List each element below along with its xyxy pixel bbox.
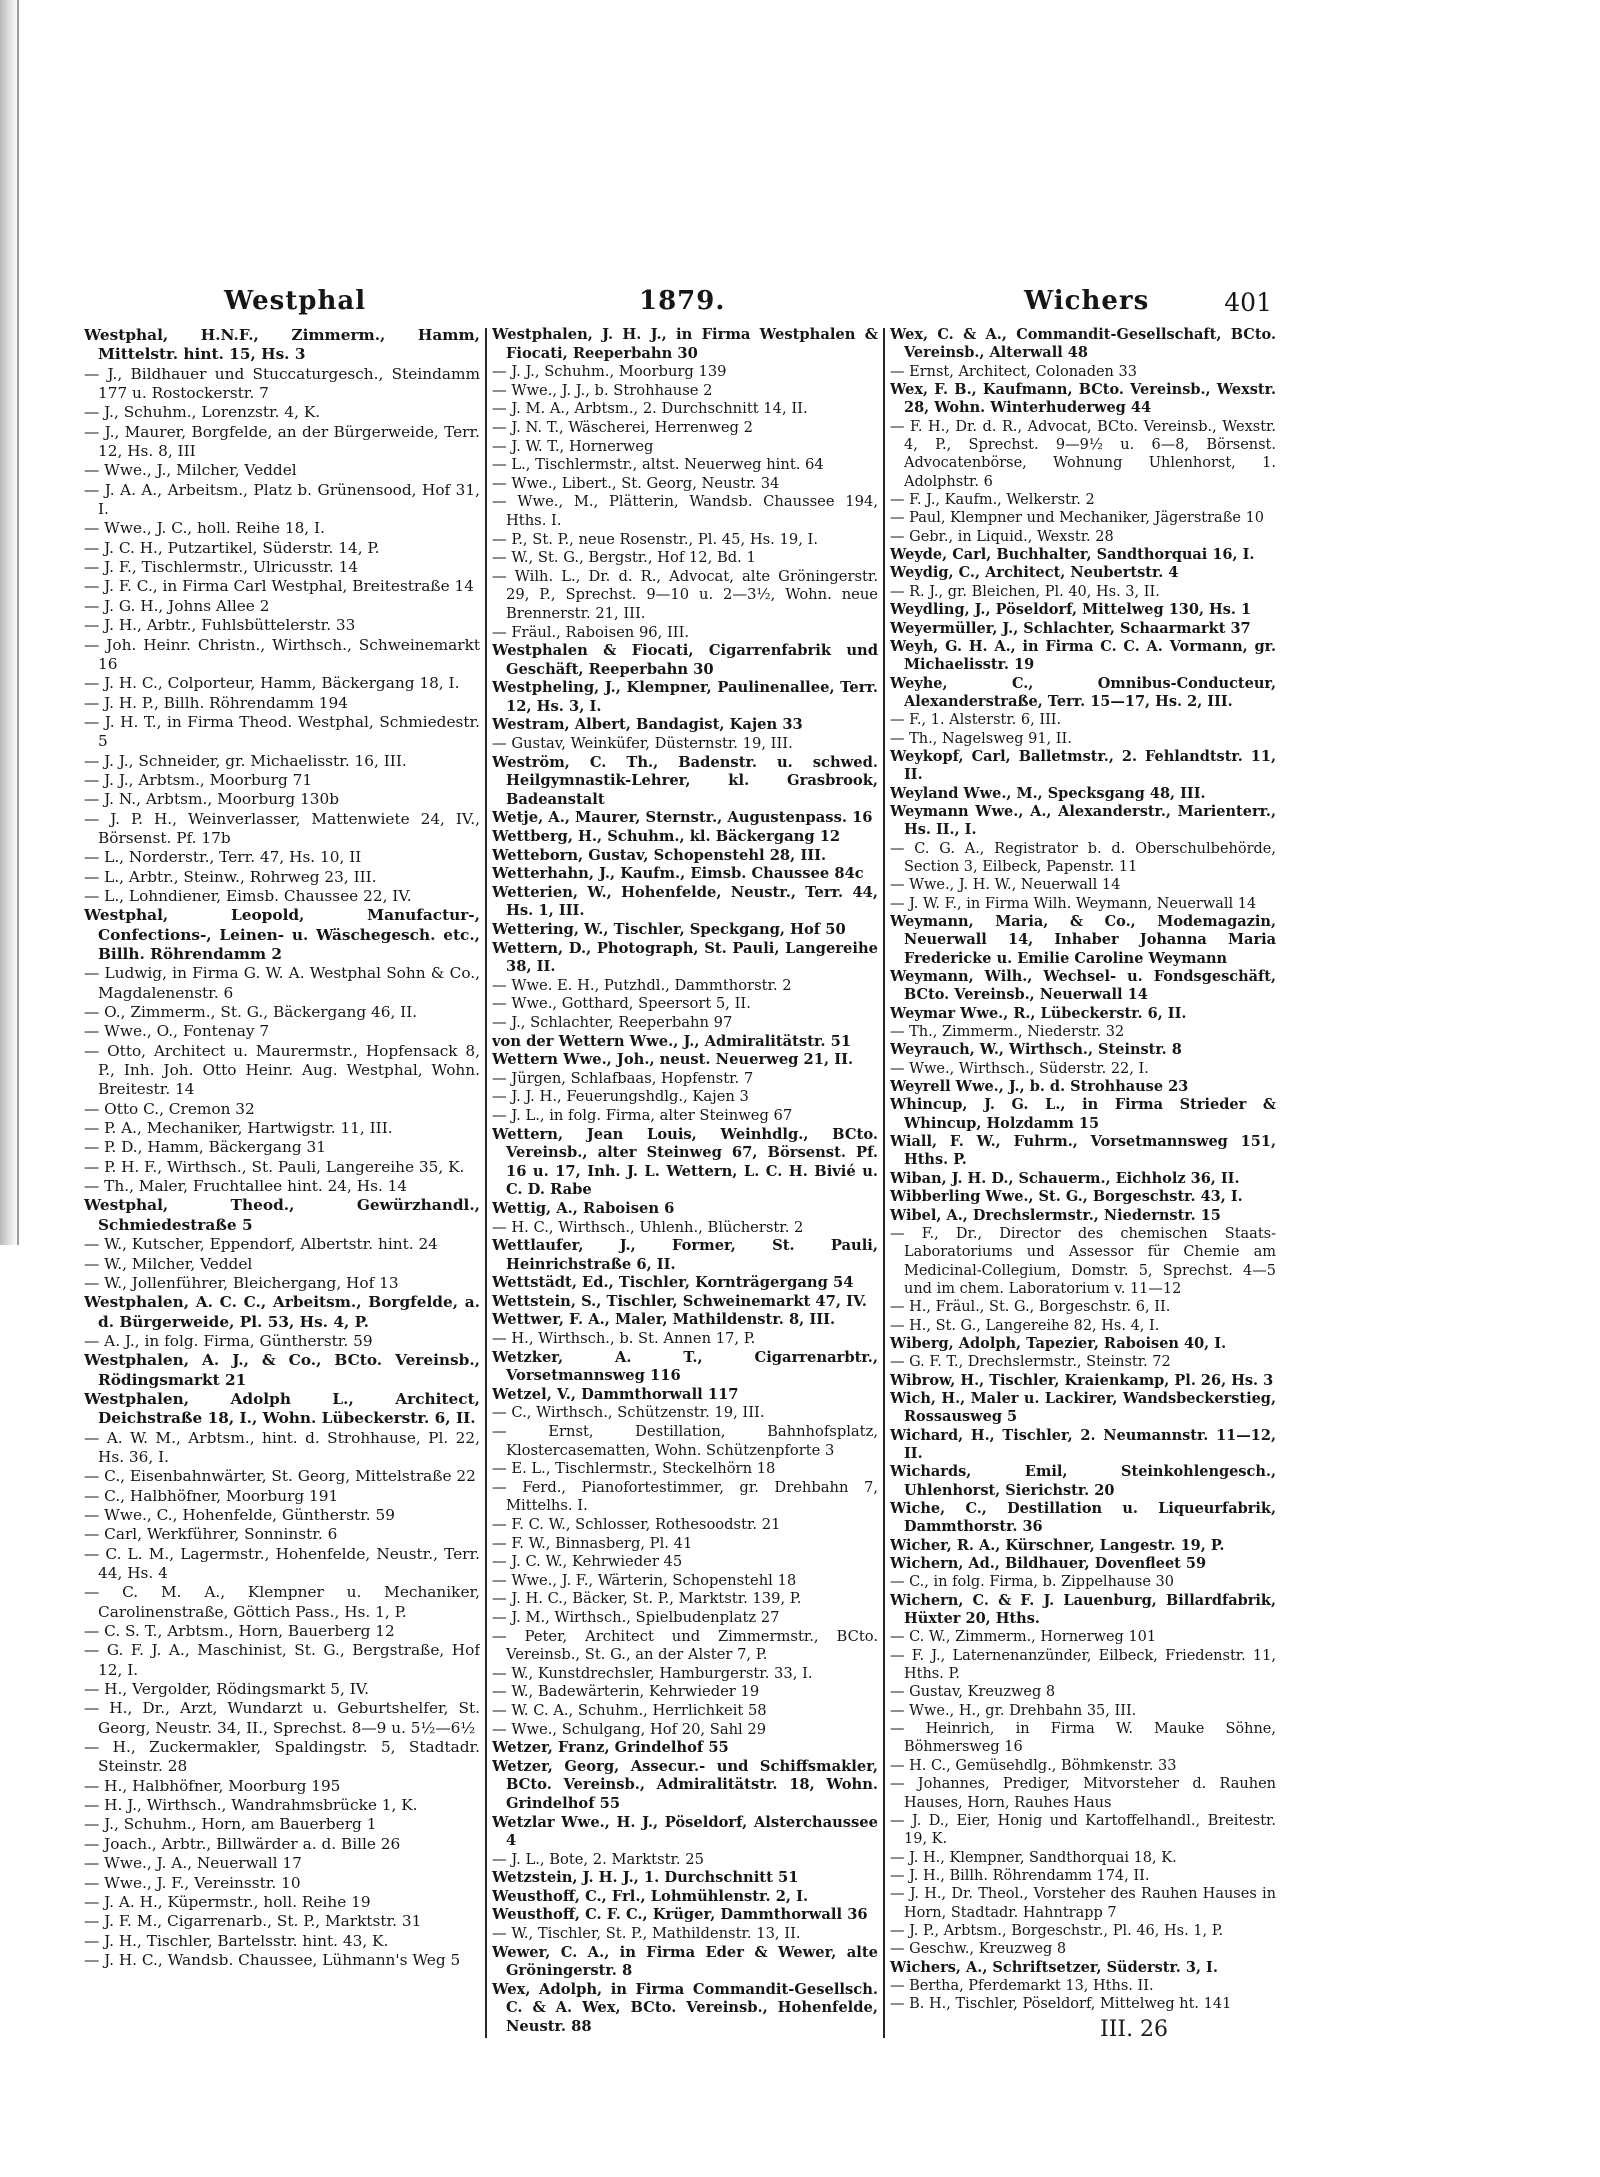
directory-entry: — Wwe., O., Fontenay 7 bbox=[84, 1022, 270, 1041]
directory-entry: Wicher, R. A., Kürschner, Langestr. 19, P. bbox=[890, 1536, 1225, 1554]
directory-entry: Weusthoff, C., Frl., Lohmühlenstr. 2, I. bbox=[492, 1887, 809, 1905]
directory-entry: Wiall, F. W., Fuhrm., Vorsetmannsweg 151, Hths. P. bbox=[890, 1133, 1276, 1169]
directory-entry: Wettstein, S., Tischler, Schweinemarkt 47, IV. bbox=[492, 1292, 867, 1310]
directory-entry: — R. J., gr. Bleichen, Pl. 40, Hs. 3, II. bbox=[890, 583, 1160, 600]
directory-entry: Weydling, J., Pöseldorf, Mittelweg 130, Hs. 1 bbox=[890, 601, 1252, 619]
directory-column-3 bbox=[890, 326, 1276, 2046]
directory-entry: — W., Tischler, St. P., Mathildenstr. 13, II. bbox=[492, 1925, 801, 1943]
directory-entry: — A. W. M., Arbtsm., hint. d. Strohhause, Pl. 22, Hs. 36, I. bbox=[84, 1428, 480, 1466]
directory-entry: Weyde, Carl, Buchhalter, Sandthorquai 16, I. bbox=[890, 546, 1255, 564]
directory-entry: Wettig, A., Raboisen 6 bbox=[492, 1199, 675, 1217]
directory-entry: Wettberg, H., Schuhm., kl. Bäckergang 12 bbox=[492, 828, 841, 846]
directory-entry: — Wwe., J. A., Neuerwall 17 bbox=[84, 1854, 302, 1873]
directory-entry: von der Wettern Wwe., J., Admiralitätstr. 51 bbox=[492, 1032, 852, 1050]
directory-entry: Westphal, Theod., Gewürzhandl., Schmiedestraße 5 bbox=[84, 1196, 480, 1234]
directory-entry: Wetterhahn, J., Kaufm., Eimsb. Chaussee 84c bbox=[492, 865, 864, 883]
directory-entry: — J. W. F., in Firma Wilh. Weymann, Neuerwall 14 bbox=[890, 895, 1257, 912]
directory-entry: Wettstädt, Ed., Tischler, Kornträgergang 54 bbox=[492, 1274, 854, 1292]
directory-entry: — J. A. A., Arbeitsm., Platz b. Grünensood, Hof 31, I. bbox=[84, 480, 480, 519]
directory-entry: Weyland Wwe., M., Specksgang 48, III. bbox=[890, 784, 1206, 802]
directory-entry: — Th., Nagelsweg 91, II. bbox=[890, 730, 1072, 747]
directory-entry: — F. J., Kaufm., Welkerstr. 2 bbox=[890, 492, 1095, 509]
directory-entry: — B. H., Tischler, Pöseldorf, Mittelweg ht. 141 bbox=[890, 1996, 1232, 2013]
directory-entry: — J. M., Wirthsch., Spielbudenplatz 27 bbox=[492, 1608, 780, 1626]
directory-entry: — W., St. G., Bergstr., Hof 12, Bd. 1 bbox=[492, 549, 756, 567]
header-first-entry: Westphal bbox=[224, 286, 367, 316]
directory-entry: — P. H. F., Wirthsch., St. Pauli, Langereihe 35, K. bbox=[84, 1157, 465, 1176]
directory-entry: Weusthoff, C. F. C., Krüger, Dammthorwall 36 bbox=[492, 1906, 868, 1924]
directory-entry: — A. J., in folg. Firma, Güntherstr. 59 bbox=[84, 1331, 373, 1350]
directory-entry: — Wwe., Schulgang, Hof 20, Sahl 29 bbox=[492, 1720, 767, 1738]
directory-entry: — C., Wirthsch., Schützenstr. 19, III. bbox=[492, 1404, 765, 1422]
directory-entry: Wibrow, H., Tischler, Kraienkamp, Pl. 26, Hs. 3 bbox=[890, 1371, 1274, 1389]
directory-entry: Wichern, Ad., Bildhauer, Dovenfleet 59 bbox=[890, 1555, 1207, 1573]
directory-entry: — Jürgen, Schlafbaas, Hopfenstr. 7 bbox=[492, 1069, 754, 1087]
directory-entry: — J. H., Tischler, Bartelsstr. hint. 43, K. bbox=[84, 1931, 389, 1950]
directory-entry: — J. G. H., Johns Allee 2 bbox=[84, 596, 270, 615]
directory-entry: — H., Fräul., St. G., Borgeschstr. 6, II. bbox=[890, 1299, 1171, 1316]
directory-entry: — H., Zuckermakler, Spaldingstr. 5, Stadtadr. Steinstr. 28 bbox=[84, 1738, 480, 1776]
directory-entry: — Joach., Arbtr., Billwärder a. d. Bille 26 bbox=[84, 1834, 401, 1853]
directory-entry: — C. L. M., Lagermstr., Hohenfelde, Neustr., Terr. 44, Hs. 4 bbox=[84, 1544, 480, 1582]
directory-entry: Wettern Wwe., Joh., neust. Neuerweg 21, II. bbox=[492, 1051, 854, 1069]
directory-entry: — H. C., Gemüsehdlg., Böhmkenstr. 33 bbox=[890, 1757, 1177, 1774]
directory-entry: — Fräul., Raboisen 96, III. bbox=[492, 623, 690, 641]
directory-entry: Wichern, C. & F. J. Lauenburg, Billardfabrik, Hüxter 20, Hths. bbox=[890, 1591, 1276, 1628]
directory-entry: — F., 1. Alsterstr. 6, III. bbox=[890, 712, 1062, 729]
directory-entry: — Ernst, Architect, Colonaden 33 bbox=[890, 363, 1137, 380]
directory-entry: — J. J. H., Feuerungshdlg., Kajen 3 bbox=[492, 1088, 749, 1106]
directory-entry: Wetteborn, Gustav, Schopenstehl 28, III. bbox=[492, 846, 827, 864]
directory-entry: — E. L., Tischlermstr., Steckelhörn 18 bbox=[492, 1460, 776, 1478]
directory-entry: — W., Kutscher, Eppendorf, Albertstr. hint. 24 bbox=[84, 1235, 438, 1254]
directory-entry: — J. N. T., Wäscherei, Herrenweg 2 bbox=[492, 418, 753, 436]
directory-entry: — P. D., Hamm, Bäckergang 31 bbox=[84, 1138, 327, 1157]
directory-entry: Wibel, A., Drechslermstr., Niedernstr. 15 bbox=[890, 1206, 1221, 1224]
directory-entry: — J. M. A., Arbtsm., 2. Durchschnitt 14, II. bbox=[492, 400, 808, 418]
directory-entry: — J. J., Arbtsm., Moorburg 71 bbox=[84, 770, 313, 789]
directory-entry: — J. H. C., Colporteur, Hamm, Bäckergang 18, I. bbox=[84, 674, 460, 693]
directory-entry: — G. F. J. A., Maschinist, St. G., Bergstraße, Hof 12, I. bbox=[84, 1641, 480, 1679]
directory-column-1 bbox=[84, 326, 480, 2046]
directory-entry: — F., Dr., Director des chemischen Staats-Laboratoriums und Assessor für Chemie am Medicinal-Collegium, Domstr. 5, Sprechst. 4—5 und im chem. Laboratorium v. 11—12 bbox=[890, 1225, 1276, 1297]
directory-entry: — Gustav, Weinküfer, Düsternstr. 19, III. bbox=[492, 735, 793, 753]
directory-entry: Wiban, J. H. D., Schauerm., Eichholz 36, II. bbox=[890, 1169, 1240, 1187]
directory-entry: Wex, Adolph, in Firma Commandit-Gesellsch. C. & A. Wex, BCto. Vereinsb., Hohenfelde, Neustr. 88 bbox=[492, 1980, 878, 2036]
directory-entry: — Wwe., C., Hohenfelde, Güntherstr. 59 bbox=[84, 1505, 395, 1524]
scan-binding-edge bbox=[17, 0, 19, 1245]
directory-entry: — H. J., Wirthsch., Wandrahmsbrücke 1, K. bbox=[84, 1796, 418, 1815]
directory-entry: — Carl, Werkführer, Sonninstr. 6 bbox=[84, 1525, 338, 1544]
directory-entry: Westphal, Leopold, Manufactur-, Confections-, Leinen- u. Wäschegesch. etc., Billh. Röhrendamm 2 bbox=[84, 906, 480, 963]
sheet-signature: III. 26 bbox=[1100, 2017, 1169, 2042]
directory-entry: — Gustav, Kreuzweg 8 bbox=[890, 1684, 1056, 1701]
directory-entry: Westpheling, J., Klempner, Paulinenallee, Terr. 12, Hs. 3, I. bbox=[492, 679, 878, 715]
directory-entry: Weyh, G. H. A., in Firma C. C. A. Vormann, gr. Michaelisstr. 19 bbox=[890, 637, 1276, 674]
directory-entry: — J. C. W., Kehrwieder 45 bbox=[492, 1553, 683, 1571]
directory-entry: — J. J., Schuhm., Moorburg 139 bbox=[492, 363, 727, 381]
directory-entry: — H., St. G., Langereihe 82, Hs. 4, I. bbox=[890, 1317, 1160, 1334]
directory-entry: Weyermüller, J., Schlachter, Schaarmarkt 37 bbox=[890, 619, 1251, 637]
directory-entry: — Th., Zimmerm., Niederstr. 32 bbox=[890, 1024, 1125, 1041]
directory-entry: Weyrell Wwe., J., b. d. Strohhause 23 bbox=[890, 1078, 1189, 1096]
directory-entry: — J., Maurer, Borgfelde, an der Bürgerweide, Terr. 12, Hs. 8, III bbox=[84, 422, 480, 461]
directory-entry: — C., in folg. Firma, b. Zippelhause 30 bbox=[890, 1574, 1174, 1591]
directory-entry: — W. C. A., Schuhm., Herrlichkeit 58 bbox=[492, 1701, 767, 1719]
directory-entry: Whincup, J. G. L., in Firma Strieder & Whincup, Holzdamm 15 bbox=[890, 1096, 1276, 1132]
directory-entry: — J. F. C., in Firma Carl Westphal, Breitestraße 14 bbox=[84, 577, 474, 596]
directory-entry: Weymar Wwe., R., Lübeckerstr. 6, II. bbox=[890, 1004, 1187, 1022]
directory-columns bbox=[84, 326, 1276, 2046]
directory-entry: — H., Dr., Arzt, Wundarzt u. Geburtshelfer, St. Georg, Neustr. 34, II., Sprechst. 8—9 u. 5½—6½ bbox=[84, 1699, 480, 1737]
directory-entry: — Wwe. E. H., Putzhdl., Dammthorstr. 2 bbox=[492, 976, 792, 994]
directory-entry: — J. H., Klempner, Sandthorquai 18, K. bbox=[890, 1849, 1177, 1866]
directory-entry: — P. A., Mechaniker, Hartwigstr. 11, III. bbox=[84, 1119, 393, 1138]
directory-entry: — Otto C., Cremon 32 bbox=[84, 1099, 255, 1118]
directory-entry: — P., St. P., neue Rosenstr., Pl. 45, Hs. 19, I. bbox=[492, 530, 819, 548]
directory-entry: — J. F. M., Cigarrenarb., St. P., Marktstr. 31 bbox=[84, 1912, 422, 1931]
directory-entry: — Peter, Architect und Zimmermstr., BCto. Vereinsb., St. G., an der Alster 7, P. bbox=[492, 1627, 878, 1664]
directory-entry: Wettwer, F. A., Maler, Mathildenstr. 8, III. bbox=[492, 1311, 836, 1329]
directory-entry: — J. H., Billh. Röhrendamm 174, II. bbox=[890, 1867, 1150, 1884]
directory-entry: — Th., Maler, Fruchtallee hint. 24, Hs. 14 bbox=[84, 1177, 408, 1196]
directory-entry: — J., Bildhauer und Stuccaturgesch., Steindamm 177 u. Rostockerstr. 7 bbox=[84, 364, 480, 403]
directory-entry: — Bertha, Pferdemarkt 13, Hths. II. bbox=[890, 1977, 1154, 1994]
directory-entry: — J. W. T., Hornerweg bbox=[492, 437, 654, 455]
directory-entry: — Wwe., J. H. W., Neuerwall 14 bbox=[890, 877, 1121, 894]
directory-entry: Wiche, C., Destillation u. Liqueurfabrik, Dammthorstr. 36 bbox=[890, 1500, 1276, 1536]
directory-entry: — Wwe., M., Plätterin, Wandsb. Chaussee 194, Hths. I. bbox=[492, 493, 878, 529]
directory-entry: Westphalen, Adolph L., Architect, Deichstraße 18, I., Wohn. Lübeckerstr. 6, II. bbox=[84, 1389, 480, 1428]
directory-entry: Westphal, H.N.F., Zimmerm., Hamm, Mittelstr. hint. 15, Hs. 3 bbox=[84, 326, 480, 364]
directory-entry: Wetzker, A. T., Cigarrenarbtr., Vorsetmannsweg 116 bbox=[492, 1348, 878, 1385]
directory-entry: — Wwe., J. F., Vereinsstr. 10 bbox=[84, 1873, 301, 1892]
directory-entry: — J. F., Tischlermstr., Ulricusstr. 14 bbox=[84, 558, 359, 577]
directory-entry: — J. D., Eier, Honig und Kartoffelhandl., Breitestr. 19, K. bbox=[890, 1812, 1276, 1848]
directory-entry: — Wwe., Wirthsch., Süderstr. 22, I. bbox=[890, 1060, 1149, 1077]
directory-entry: — J. C. H., Putzartikel, Süderstr. 14, P. bbox=[84, 538, 380, 557]
directory-entry: — C. M. A., Klempner u. Mechaniker, Carolinenstraße, Göttich Pass., Hs. 1, P. bbox=[84, 1583, 480, 1621]
directory-entry: — C. W., Zimmerm., Hornerweg 101 bbox=[890, 1629, 1157, 1646]
page-header bbox=[84, 286, 1276, 326]
header-year: 1879. bbox=[639, 286, 726, 316]
directory-entry: — W., Badewärterin, Kehrwieder 19 bbox=[492, 1683, 760, 1701]
header-last-entry: Wichers bbox=[1024, 286, 1150, 316]
directory-entry: Westphalen, A. C. C., Arbeitsm., Borgfelde, a. d. Bürgerweide, Pl. 53, Hs. 4, P. bbox=[84, 1293, 480, 1331]
directory-entry: Wex, C. & A., Commandit-Gesellschaft, BCto. Vereinsb., Alterwall 48 bbox=[890, 326, 1276, 362]
directory-entry: Weyhe, C., Omnibus-Conducteur, Alexanderstraße, Terr. 15—17, Hs. 2, III. bbox=[890, 674, 1276, 710]
directory-entry: — C., Halbhöfner, Moorburg 191 bbox=[84, 1486, 339, 1505]
scan-binding-shadow bbox=[0, 0, 18, 1245]
directory-entry: — F. W., Binnasberg, Pl. 41 bbox=[492, 1534, 693, 1552]
directory-entry: Westphalen, A. J., & Co., BCto. Vereinsb., Rödingsmarkt 21 bbox=[84, 1351, 480, 1389]
directory-entry: — F. C. W., Schlosser, Rothesoodstr. 21 bbox=[492, 1516, 781, 1533]
directory-entry: Wibberling Wwe., St. G., Borgeschstr. 43, I. bbox=[890, 1188, 1243, 1206]
directory-entry: — H., Wirthsch., b. St. Annen 17, P. bbox=[492, 1330, 756, 1348]
directory-entry: — C. G. A., Registrator b. d. Oberschulbehörde, Section 3, Eilbeck, Papenstr. 11 bbox=[890, 840, 1276, 875]
directory-entry: — J. P., Arbtsm., Borgeschstr., Pl. 46, Hs. 1, P. bbox=[890, 1922, 1224, 1939]
directory-entry: — Ferd., Pianofortestimmer, gr. Drehbahn 7, Mittelhs. I. bbox=[492, 1478, 878, 1515]
directory-page bbox=[84, 286, 1276, 2054]
directory-entry: — Joh. Heinr. Christn., Wirthsch., Schweinemarkt 16 bbox=[84, 635, 480, 673]
directory-entry: — Wwe., J. J., b. Strohhause 2 bbox=[492, 381, 713, 399]
directory-entry: — Wwe., J. F., Wärterin, Schopenstehl 18 bbox=[492, 1571, 797, 1589]
directory-entry: — J. H. C., Wandsb. Chaussee, Lühmann's Weg 5 bbox=[84, 1950, 461, 1969]
directory-entry: — Wwe., J., Milcher, Veddel bbox=[84, 461, 297, 480]
directory-entry: — J. H., Dr. Theol., Vorsteher des Rauhen Hauses in Horn, Stadtadr. Hahntrapp 7 bbox=[890, 1886, 1276, 1921]
directory-entry: Weymann Wwe., A., Alexanderstr., Marienterr., Hs. II., I. bbox=[890, 802, 1276, 839]
directory-entry: Wetzel, V., Dammthorwall 117 bbox=[492, 1385, 739, 1403]
directory-entry: — C., Eisenbahnwärter, St. Georg, Mittelstraße 22 bbox=[84, 1467, 476, 1486]
directory-entry: — J., Schuhm., Horn, am Bauerberg 1 bbox=[84, 1815, 377, 1834]
directory-entry: — J. L., Bote, 2. Marktstr. 25 bbox=[492, 1850, 704, 1868]
directory-entry: — Ludwig, in Firma G. W. A. Westphal Sohn & Co., Magdalenenstr. 6 bbox=[84, 964, 480, 1002]
directory-entry: Wichard, H., Tischler, 2. Neumannstr. 11—12, II. bbox=[890, 1426, 1276, 1462]
directory-entry: — W., Milcher, Veddel bbox=[84, 1254, 253, 1273]
directory-entry: Wetterien, W., Hohenfelde, Neustr., Terr. 44, Hs. 1, III. bbox=[492, 883, 878, 920]
directory-entry: — Heinrich, in Firma W. Mauke Söhne, Böhmersweg 16 bbox=[890, 1721, 1276, 1756]
directory-entry: — O., Zimmerm., St. G., Bäckergang 46, II. bbox=[84, 1003, 418, 1022]
directory-entry: Westphalen, J. H. J., in Firma Westphalen & Fiocati, Reeperbahn 30 bbox=[492, 326, 878, 362]
directory-entry: — Johannes, Prediger, Mitvorsteher d. Rauhen Hauses, Horn, Rauhes Haus bbox=[890, 1776, 1276, 1811]
directory-entry: — Wwe., Gotthard, Speersort 5, II. bbox=[492, 995, 751, 1013]
directory-entry: — G. F. T., Drechslermstr., Steinstr. 72 bbox=[890, 1354, 1171, 1371]
directory-entry: Wettern, Jean Louis, Weinhdlg., BCto. Vereinsb., alter Steinweg 67, Börsenst. Pf. 16 u. 17, Inh. J. L. Wettern, L. C. H. Bivié u. C. D. Rabe bbox=[492, 1125, 878, 1199]
directory-entry: Wich, H., Maler u. Lackirer, Wandsbeckerstieg, Rossausweg 5 bbox=[890, 1389, 1276, 1426]
directory-entry: — Paul, Klempner und Mechaniker, Jägerstraße 10 bbox=[890, 510, 1265, 527]
directory-entry: Westram, Albert, Bandagist, Kajen 33 bbox=[492, 716, 803, 734]
directory-entry: — F. J., Laternenanzünder, Eilbeck, Friedenstr. 11, Hths. P. bbox=[890, 1647, 1276, 1683]
directory-entry: — J. A. H., Küpermstr., holl. Reihe 19 bbox=[84, 1892, 371, 1911]
directory-entry: — Wwe., Libert., St. Georg, Neustr. 34 bbox=[492, 474, 780, 492]
directory-entry: Weyrauch, W., Wirthsch., Steinstr. 8 bbox=[890, 1041, 1182, 1059]
directory-entry: — Wwe., H., gr. Drehbahn 35, III. bbox=[890, 1702, 1137, 1719]
directory-entry: Wetzer, Franz, Grindelhof 55 bbox=[492, 1739, 729, 1757]
directory-entry: — L., Lohndiener, Eimsb. Chaussee 22, IV. bbox=[84, 886, 412, 905]
directory-entry: Wettlaufer, J., Former, St. Pauli, Heinrichstraße 6, II. bbox=[492, 1237, 878, 1273]
directory-entry: Weström, C. Th., Badenstr. u. schwed. Heilgymnastik-Lehrer, kl. Grasbrook, Badeanstalt bbox=[492, 753, 878, 808]
directory-entry: — J. J., Schneider, gr. Michaelisstr. 16, III. bbox=[84, 751, 407, 770]
directory-entry: Wettering, W., Tischler, Speckgang, Hof 50 bbox=[492, 921, 846, 938]
directory-entry: Weymann, Maria, & Co., Modemagazin, Neuerwall 14, Inhaber Johanna Maria Fredericke u. Emilie Caroline Weymann bbox=[890, 913, 1276, 967]
directory-entry: — L., Tischlermstr., altst. Neuerweg hint. 64 bbox=[492, 456, 824, 474]
directory-entry: — H., Halbhöfner, Moorburg 195 bbox=[84, 1776, 341, 1795]
directory-entry: — J. H. P., Billh. Röhrendamm 194 bbox=[84, 693, 348, 712]
directory-entry: Weymann, Wilh., Wechsel- u. Fondsgeschäft, BCto. Vereinsb., Neuerwall 14 bbox=[890, 968, 1276, 1004]
directory-entry: — H. C., Wirthsch., Uhlenh., Blücherstr. 2 bbox=[492, 1218, 804, 1236]
directory-entry: Wichers, A., Schriftsetzer, Süderstr. 3, I. bbox=[890, 1958, 1218, 1976]
directory-entry: — C. S. T., Arbtsm., Horn, Bauerberg 12 bbox=[84, 1622, 395, 1641]
directory-entry: — J. L., in folg. Firma, alter Steinweg 67 bbox=[492, 1106, 793, 1124]
directory-entry: Wetje, A., Maurer, Sternstr., Augustenpass. 16 bbox=[492, 809, 873, 827]
directory-entry: Wiberg, Adolph, Tapezier, Raboisen 40, I. bbox=[890, 1334, 1227, 1352]
directory-entry: Wettern, D., Photograph, St. Pauli, Langereihe 38, II. bbox=[492, 939, 878, 976]
directory-entry: Wewer, C. A., in Firma Eder & Wewer, alte Gröningerstr. 8 bbox=[492, 1943, 878, 1980]
directory-entry: — J., Schlachter, Reeperbahn 97 bbox=[492, 1013, 733, 1031]
directory-entry: — Geschw., Kreuzweg 8 bbox=[890, 1941, 1067, 1958]
directory-entry: — J. H. T., in Firma Theod. Westphal, Schmiedestr. 5 bbox=[84, 712, 480, 751]
directory-entry: — H., Vergolder, Rödingsmarkt 5, IV. bbox=[84, 1680, 370, 1699]
directory-entry: — L., Norderstr., Terr. 47, Hs. 10, II bbox=[84, 848, 362, 867]
page-number: 401 bbox=[1224, 288, 1272, 317]
directory-entry: — J. P. H., Weinverlasser, Mattenwiete 24, IV., Börsenst. Pf. 17b bbox=[84, 809, 480, 847]
directory-entry: Wex, F. B., Kaufmann, BCto. Vereinsb., Wexstr. 28, Wohn. Winterhuderweg 44 bbox=[890, 381, 1276, 417]
directory-entry: Westphalen & Fiocati, Cigarrenfabrik und Geschäft, Reeperbahn 30 bbox=[492, 642, 878, 678]
directory-entry: — Ernst, Destillation, Bahnhofsplatz, Klostercasematten, Wohn. Schützenpforte 3 bbox=[492, 1423, 878, 1459]
directory-entry: — J., Schuhm., Lorenzstr. 4, K. bbox=[84, 403, 321, 422]
directory-entry: — F. H., Dr. d. R., Advocat, BCto. Vereinsb., Wexstr. 4, P., Sprechst. 9—9½ u. 6—8, Börsenst. Advocatenbörse, Wohnung Uhlenhorst, 1. Adolphstr. 6 bbox=[890, 418, 1276, 490]
directory-entry: — J. N., Arbtsm., Moorburg 130b bbox=[84, 790, 340, 809]
directory-entry: Weydig, C., Architect, Neubertstr. 4 bbox=[890, 564, 1179, 582]
directory-entry: — W., Kunstdrechsler, Hamburgerstr. 33, I. bbox=[492, 1664, 813, 1682]
directory-entry: — Wwe., J. C., holl. Reihe 18, I. bbox=[84, 519, 325, 538]
directory-entry: Wetzstein, J. H. J., 1. Durchschnitt 51 bbox=[492, 1869, 799, 1887]
directory-entry: Weykopf, Carl, Balletmstr., 2. Fehlandtstr. 11, II. bbox=[890, 747, 1276, 784]
directory-entry: — W., Jollenführer, Bleichergang, Hof 13 bbox=[84, 1273, 399, 1292]
directory-entry: — J. H. C., Bäcker, St. P., Marktstr. 139, P. bbox=[492, 1590, 802, 1608]
directory-entry: — Gebr., in Liquid., Wexstr. 28 bbox=[890, 528, 1114, 545]
directory-entry: — Wilh. L., Dr. d. R., Advocat, alte Gröningerstr. 29, P., Sprechst. 9—10 u. 2—3½, Wohn. neue Brennerstr. 21, III. bbox=[492, 567, 878, 622]
directory-entry: — L., Arbtr., Steinw., Rohrweg 23, III. bbox=[84, 867, 377, 886]
directory-entry: Wetzer, Georg, Assecur.- und Schiffsmakler, BCto. Vereinsb., Admiralitätstr. 18, Wohn. Grindelhof 55 bbox=[492, 1757, 878, 1812]
directory-entry: — Otto, Architect u. Maurermstr., Hopfensack 8, P., Inh. Joh. Otto Heinr. Aug. Westphal, Wohn. Breitestr. 14 bbox=[84, 1041, 480, 1099]
directory-entry: — J. H., Arbtr., Fuhlsbüttelerstr. 33 bbox=[84, 616, 356, 635]
directory-column-2 bbox=[492, 326, 878, 2046]
directory-entry: Wichards, Emil, Steinkohlengesch., Uhlenhorst, Sierichstr. 20 bbox=[890, 1463, 1276, 1499]
directory-entry: Wetzlar Wwe., H. J., Pöseldorf, Alsterchaussee 4 bbox=[492, 1813, 878, 1850]
